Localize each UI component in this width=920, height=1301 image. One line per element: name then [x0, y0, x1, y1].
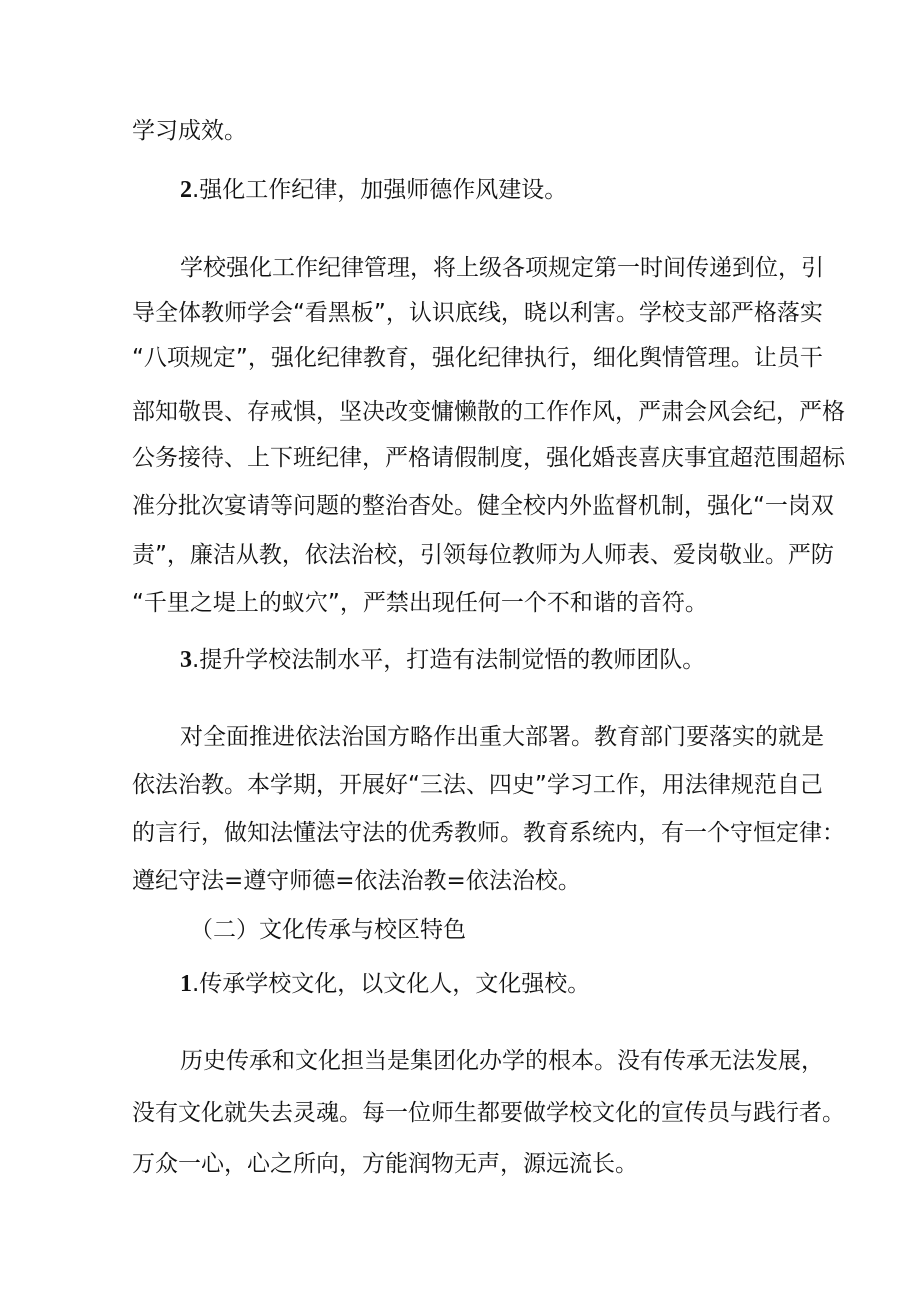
- heading-number: 3: [180, 647, 192, 673]
- paragraph-line: 历史传承和文化担当是集团化办学的根本。没有传承无法发展，: [180, 1048, 824, 1074]
- paragraph-line: 责”，廉洁从教，依法治校，引领每位教师为人师表、爱岗敬业。严防: [132, 542, 834, 568]
- heading-text: .传承学校文化，以文化人，文化强校。: [192, 971, 591, 997]
- paragraph-line: “千里之堤上的蚁穴”，严禁出现任何一个不和谐的音符。: [132, 590, 708, 616]
- paragraph-line: 公务接待、上下班纪律，严格请假制度，强化婚丧喜庆事宜超范围超标: [132, 445, 845, 471]
- heading-text: .提升学校法制水平，打造有法制觉悟的教师团队。: [192, 647, 706, 673]
- subsection-title: （二）文化传承与校区特色: [190, 917, 466, 943]
- section-heading-1: [180, 969, 590, 999]
- paragraph-line: 导全体教师学会“看黑板”，认识底线，晓以利害。学校支部严格落实: [132, 300, 823, 326]
- paragraph-line: 准分批次宴请等问题的整治杳处。健全校内外监督机制，强化“一岗双: [132, 493, 834, 519]
- paragraph-line: 的言行，做知法懂法守法的优秀教师。教育系统内，有一个守恒定律：: [132, 820, 845, 846]
- heading-number: 1: [180, 971, 192, 997]
- section-heading-2: [180, 175, 567, 205]
- paragraph-line: 部知敬畏、存戒惧，坚决改变慵懒散的工作作风，严肃会风会纪，严格: [132, 399, 845, 425]
- paragraph-line: 对全面推进依法治国方略作出重大部署。教育部门要落实的就是: [180, 724, 824, 750]
- paragraph-line: 学校强化工作纪律管理，将上级各项规定第一时间传递到位，引: [180, 255, 824, 281]
- paragraph-line: 学习成效。: [132, 118, 247, 144]
- paragraph-line: “八项规定”，强化纪律教育，强化纪律执行，细化舆情管理。让员干: [132, 345, 823, 371]
- heading-number: 2: [180, 177, 192, 203]
- paragraph-line: 没有文化就失去灵魂。每一位师生都要做学校文化的宣传员与践行者。: [132, 1100, 845, 1126]
- paragraph-line: 遵纪守法=遵守师德=依法治教=依法治校。: [132, 868, 581, 894]
- paragraph-line: 万众一心，心之所向，方能润物无声，源远流长。: [132, 1151, 638, 1177]
- paragraph-line: 依法治教。本学期，开展好“三法、四史”学习工作，用法律规范自己: [132, 772, 823, 798]
- section-heading-3: [180, 645, 705, 675]
- heading-text: .强化工作纪律，加强师德作风建设。: [192, 177, 568, 203]
